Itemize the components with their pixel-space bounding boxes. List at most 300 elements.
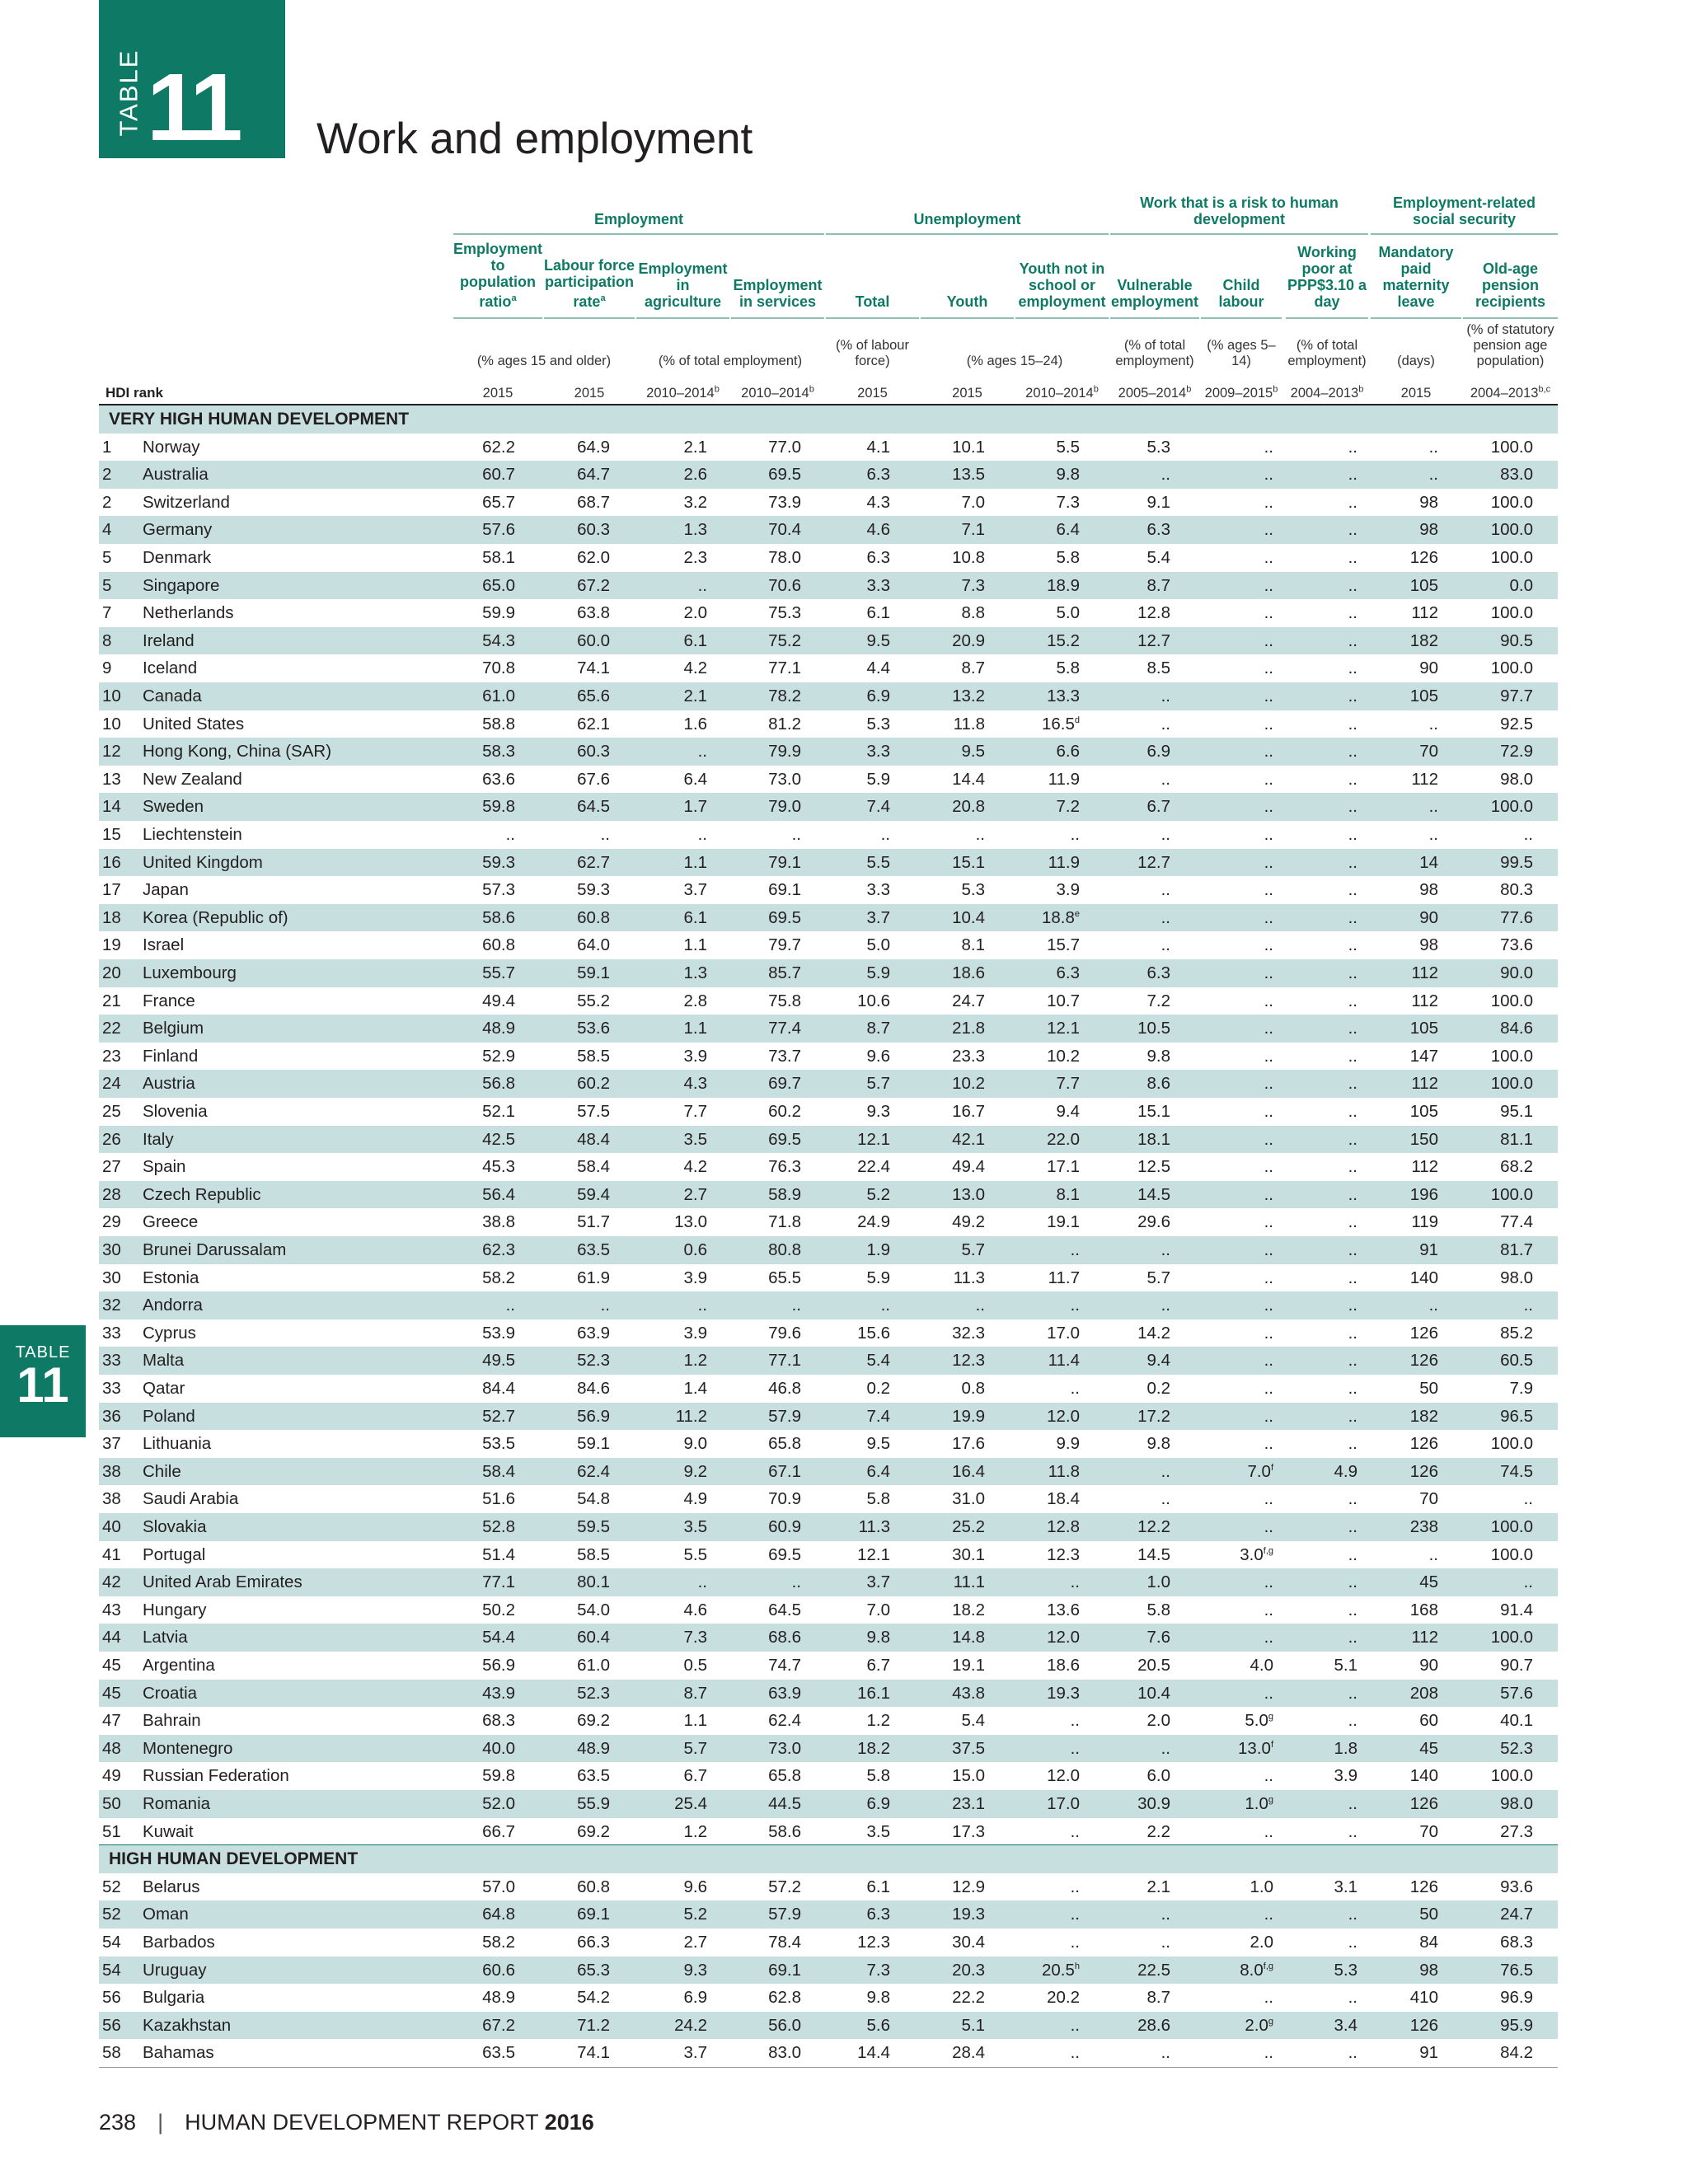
year-label: 2015 [574, 386, 605, 401]
table-row [99, 461, 1558, 489]
table-cell: .. [1264, 548, 1273, 567]
table-cell: .. [1348, 437, 1357, 457]
table-cell: 50 [1419, 1379, 1438, 1398]
table-cell: 238 [1409, 1517, 1438, 1536]
table-cell: .. [1070, 1877, 1080, 1896]
country-name: Belgium [143, 1019, 204, 1038]
column-header [636, 241, 729, 310]
table-cell: .. [1264, 1268, 1273, 1287]
table-cell: 95.1 [1500, 1102, 1533, 1121]
hdi-rank: 36 [102, 1406, 121, 1426]
footnote-marker: b [714, 384, 720, 395]
table-cell: .. [505, 1296, 515, 1315]
country-name: Barbados [143, 1933, 215, 1952]
table-cell: 1.2 [866, 1711, 890, 1731]
table-cell: 93.6 [1500, 1877, 1533, 1896]
table-cell: 79.9 [768, 742, 801, 762]
table-cell: 70.4 [768, 520, 801, 540]
hdi-rank: 23 [102, 1046, 121, 1066]
country-name: Japan [143, 880, 189, 900]
hdi-rank: 27 [102, 1157, 121, 1177]
country-name: Uruguay [143, 1960, 207, 1980]
table-cell: 13.2 [952, 687, 985, 705]
column-header [1463, 241, 1558, 310]
country-name: Bahrain [143, 1711, 201, 1731]
country-name: Canada [143, 687, 202, 705]
table-cell: .. [791, 1572, 801, 1592]
year-label: 2015 [482, 386, 513, 401]
table-cell: .. [1264, 1351, 1273, 1371]
table-cell: 1.7 [683, 797, 707, 817]
table-cell: 140 [1409, 1268, 1438, 1287]
table-cell: 2.6 [683, 465, 707, 485]
table-cell: 126 [1409, 1323, 1438, 1343]
table-cell: 22.2 [952, 1988, 985, 2008]
table-row [99, 793, 1558, 821]
country-name: Slovenia [143, 1102, 208, 1121]
table-cell: 126 [1409, 1351, 1438, 1371]
table-row [99, 1568, 1558, 1596]
table-cell: 28.4 [952, 2043, 985, 2063]
table-cell: 63.5 [577, 1240, 610, 1259]
table-cell: .. [1264, 492, 1273, 512]
table-cell: 5.8 [866, 1766, 890, 1786]
table-cell: 45.3 [482, 1157, 515, 1177]
table-cell: 17.6 [952, 1434, 985, 1454]
table-cell: 11.1 [953, 1572, 985, 1592]
table-cell: 5.5 [1056, 437, 1080, 457]
table-cell: 6.1 [683, 907, 707, 927]
table-cell: .. [1428, 1296, 1438, 1315]
table-cell: 52.3 [577, 1683, 610, 1703]
table-cell: 46.8 [768, 1379, 801, 1398]
group-header-label: Work that is a risk to human development [1140, 194, 1339, 227]
country-name: Spain [143, 1157, 186, 1177]
table-cell: 99.5 [1500, 852, 1533, 872]
table-cell: 3.3 [866, 880, 890, 900]
table-cell: 6.1 [866, 603, 890, 623]
table-cell: 1.1 [683, 935, 707, 955]
table-cell: .. [600, 825, 610, 844]
table-row [99, 959, 1558, 987]
country-name: Luxembourg [143, 963, 237, 982]
table-cell: 65.3 [577, 1960, 610, 1980]
table-cell: 7.7 [1056, 1074, 1080, 1094]
table-cell: 65.7 [482, 492, 515, 512]
hdi-rank: 19 [102, 935, 121, 955]
table-cell: 140 [1409, 1766, 1438, 1786]
hdi-rank: 2 [102, 465, 112, 485]
table-cell: .. [1348, 1600, 1357, 1619]
table-cell: 9.1 [1146, 492, 1170, 512]
table-cell: 56.9 [577, 1406, 610, 1426]
table-cell: 7.4 [866, 1406, 890, 1426]
table-cell: 10.6 [857, 991, 890, 1010]
table-cell: 1.1 [683, 1711, 707, 1731]
country-name: United Arab Emirates [143, 1572, 302, 1592]
table-cell: 52.3 [1500, 1738, 1533, 1758]
table-cell: 54.8 [577, 1489, 610, 1509]
table-cell: 62.2 [482, 437, 515, 457]
table-cell: 50.2 [482, 1600, 515, 1619]
table-cell: 3.3 [866, 742, 890, 762]
table-cell: 20.9 [952, 630, 985, 650]
table-cell: 126 [1409, 548, 1438, 567]
table-cell: 98.0 [1500, 1794, 1533, 1813]
table-cell: 16.5$^d$ [1041, 714, 1080, 733]
table-cell: 6.1 [866, 1877, 890, 1896]
table-cell: 60.2 [577, 1074, 610, 1094]
table-cell: 18.2 [952, 1600, 985, 1619]
table-word-vertical: TABLE [114, 49, 143, 136]
table-cell: 2.2 [1146, 1821, 1170, 1841]
table-cell: 67.6 [577, 769, 610, 789]
table-cell: 20.5$^h$ [1041, 1960, 1080, 1980]
country-name: Hungary [143, 1600, 207, 1619]
table-cell: 14.8 [952, 1628, 985, 1647]
table-cell: 84.2 [1500, 2043, 1533, 2063]
hdi-rank: 41 [102, 1544, 121, 1564]
table-row [99, 849, 1558, 877]
table-cell: 84.4 [482, 1379, 515, 1398]
table-cell: 59.1 [577, 1434, 610, 1454]
table-cell: 7.3 [683, 1628, 707, 1647]
table-cell: 73.6 [1500, 935, 1533, 955]
table-cell: 54.2 [577, 1988, 610, 2008]
table-cell: 19.3 [1047, 1683, 1080, 1703]
table-cell: 2.1 [1146, 1877, 1170, 1896]
table-cell: .. [1348, 520, 1357, 540]
table-cell: 17.3 [952, 1821, 985, 1841]
table-cell: 52.1 [482, 1102, 515, 1121]
table-cell: 50 [1419, 1905, 1438, 1924]
table-cell: 53.5 [482, 1434, 515, 1454]
table-cell: 4.2 [683, 658, 707, 678]
column-header-label: Working poor at PPP$3.10 a day [1287, 244, 1367, 310]
section-heading: HIGH HUMAN DEVELOPMENT [99, 1845, 1558, 1873]
table-row [99, 1957, 1558, 1985]
table-cell: 112 [1411, 603, 1438, 623]
table-cell: 64.9 [577, 437, 610, 457]
table-cell: .. [1070, 1711, 1080, 1731]
table-cell: .. [975, 825, 985, 844]
table-cell: 69.1 [768, 880, 801, 900]
table-cell: .. [600, 1296, 610, 1315]
table-cell: 6.4 [683, 769, 707, 789]
table-cell: .. [1428, 714, 1438, 733]
country-name: Croatia [143, 1683, 198, 1703]
table-cell: 2.0 [683, 603, 707, 623]
table-cell: .. [1348, 1406, 1357, 1426]
table-cell: .. [1348, 2043, 1357, 2063]
table-cell: 8.8 [961, 603, 985, 623]
footnote-marker: h [1074, 1961, 1080, 1971]
unit-label: (% of total employment) [1115, 338, 1194, 368]
table-cell: 60.2 [768, 1102, 801, 1121]
table-row [99, 931, 1558, 959]
year-label: 2015 [952, 386, 982, 401]
table-cell: 56.4 [482, 1184, 515, 1204]
table-cell: 2.1 [683, 437, 707, 457]
table-cell: 4.6 [866, 520, 890, 540]
table-cell: .. [1264, 2043, 1273, 2063]
table-cell: 1.0$^g$ [1245, 1794, 1273, 1813]
table-cell: 81.7 [1500, 1240, 1533, 1259]
footnote-marker: b [1186, 384, 1192, 395]
table-cell: 73.0 [768, 769, 801, 789]
table-row [99, 987, 1558, 1015]
table-cell: .. [1348, 1683, 1357, 1703]
table-cell: 73.0 [768, 1738, 801, 1758]
table-cell: .. [1160, 1489, 1170, 1509]
table-cell: 69.5 [768, 1544, 801, 1564]
table-cell: 105 [1409, 1102, 1438, 1121]
table-cell: 63.8 [577, 603, 610, 623]
table-cell: .. [505, 825, 515, 844]
table-cell: .. [1348, 1157, 1357, 1177]
table-row [99, 1098, 1558, 1126]
table-cell: .. [1264, 1296, 1273, 1315]
footnote-marker: b [809, 384, 814, 395]
table-cell: 63.5 [482, 2043, 515, 2063]
table-cell: 5.4 [1146, 548, 1170, 567]
table-cell: 16.1 [857, 1683, 890, 1703]
group-header-label: Employment-related social security [1392, 194, 1536, 227]
table-cell: 69.2 [577, 1711, 610, 1731]
table-cell: 11.3 [953, 1268, 985, 1287]
country-name: Ireland [143, 630, 195, 650]
table-cell: 3.7 [683, 880, 707, 900]
hdi-rank: 45 [102, 1683, 121, 1703]
table-row [99, 516, 1558, 544]
table-cell: 52.0 [482, 1794, 515, 1813]
table-cell: 9.5 [961, 742, 985, 762]
table-cell: 98.0 [1500, 769, 1533, 789]
table-cell: .. [975, 1296, 985, 1315]
unit-label: (% ages 5–14) [1207, 338, 1276, 368]
report-name: HUMAN DEVELOPMENT REPORT [185, 2110, 539, 2135]
year-label: 2004–2013$^{b,c}$ [1470, 384, 1551, 401]
table-cell: 14.4 [952, 769, 985, 789]
table-cell: .. [1264, 1434, 1273, 1454]
table-cell: 68.2 [1500, 1157, 1533, 1177]
table-cell: 5.5 [683, 1544, 707, 1564]
hdi-rank: 15 [102, 825, 121, 844]
table-cell: 5.0$^g$ [1245, 1711, 1273, 1731]
table-row [99, 1430, 1558, 1458]
table-cell: 64.5 [577, 797, 610, 817]
table-cell: 69.5 [768, 907, 801, 927]
hdi-rank: 43 [102, 1600, 121, 1619]
column-header-label: Mandatory paid maternity leave [1378, 244, 1454, 310]
table-cell: 58.2 [482, 1268, 515, 1287]
table-cell: 9.5 [866, 630, 890, 650]
country-name: Kazakhstan [143, 2015, 232, 2035]
hdi-rank: 26 [102, 1129, 121, 1149]
table-cell: .. [1348, 1019, 1357, 1038]
table-cell: .. [1523, 1296, 1533, 1315]
table-cell: 57.5 [577, 1102, 610, 1121]
footnote-marker: f [1270, 1739, 1273, 1750]
table-cell: 14.2 [1137, 1323, 1170, 1343]
table-cell: 15.7 [1047, 935, 1080, 955]
unit-label: (% ages 15–24) [966, 354, 1063, 368]
table-cell: 6.0 [1146, 1766, 1170, 1786]
table-cell: 3.9 [1334, 1766, 1357, 1786]
table-cell: 77.1 [768, 658, 801, 678]
table-cell: 48.9 [482, 1988, 515, 2008]
year-label: 2015 [857, 386, 888, 401]
table-cell: 119 [1411, 1212, 1438, 1232]
table-cell: 8.0$^{f,g}$ [1240, 1960, 1273, 1980]
table-cell: 15.0 [952, 1766, 985, 1786]
table-cell: 4.4 [866, 658, 890, 678]
table-cell: 60.4 [577, 1628, 610, 1647]
table-cell: .. [1264, 963, 1273, 982]
table-cell: .. [1348, 1184, 1357, 1204]
table-cell: 38.8 [482, 1212, 515, 1232]
table-cell: 19.1 [1047, 1212, 1080, 1232]
column-header-label: Labour force participation rate$^a$ [544, 257, 635, 310]
group-underline [826, 233, 1109, 235]
country-name: Malta [143, 1351, 185, 1371]
country-name: Austria [143, 1074, 195, 1094]
table-cell: 5.8 [1146, 1600, 1170, 1619]
country-name: Germany [143, 520, 213, 540]
country-name: Greece [143, 1212, 199, 1232]
table-cell: 1.6 [683, 714, 707, 733]
country-name: Poland [143, 1406, 195, 1426]
table-cell: 9.3 [683, 1960, 707, 1980]
table-cell: 69.1 [577, 1905, 610, 1924]
footnote-marker: a [600, 293, 606, 303]
table-cell: 7.2 [1146, 991, 1170, 1010]
hdi-rank: 22 [102, 1019, 121, 1038]
table-cell: 85.7 [768, 963, 801, 982]
table-cell: 7.1 [961, 520, 985, 540]
column-header-label: Total [855, 293, 890, 310]
table-cell: 10.5 [1137, 1019, 1170, 1038]
table-cell: 12.1 [857, 1129, 890, 1149]
table-cell: 112 [1411, 1628, 1438, 1647]
table-cell: 91 [1419, 2043, 1438, 2063]
table-cell: 6.7 [683, 1766, 707, 1786]
table-cell: 7.9 [1509, 1379, 1533, 1398]
table-cell: 90 [1419, 1656, 1438, 1675]
table-cell: .. [1348, 1268, 1357, 1287]
table-cell: 29.6 [1137, 1212, 1170, 1232]
table-cell: 57.2 [768, 1877, 801, 1896]
hdi-rank: 10 [102, 687, 121, 705]
footnote-marker: f [1270, 1462, 1273, 1473]
country-name: Czech Republic [143, 1184, 261, 1204]
table-cell: 98 [1419, 520, 1438, 540]
table-cell: 60.5 [1500, 1351, 1533, 1371]
table-cell: .. [1264, 742, 1273, 762]
table-cell: 9.2 [683, 1461, 707, 1481]
column-header [1110, 241, 1199, 310]
column-header [826, 241, 919, 310]
table-cell: 100.0 [1490, 437, 1533, 457]
table-cell: .. [1428, 465, 1438, 485]
section-heading: VERY HIGH HUMAN DEVELOPMENT [99, 405, 1558, 434]
table-cell: 4.9 [683, 1489, 707, 1509]
table-cell: 61.9 [577, 1268, 610, 1287]
table-cell: 12.0 [1047, 1766, 1080, 1786]
table-cell: 13.0 [952, 1184, 985, 1204]
table-cell: 12.7 [1137, 852, 1170, 872]
table-cell: 12.8 [1047, 1517, 1080, 1536]
table-cell: 6.3 [1146, 963, 1170, 982]
table-row [99, 710, 1558, 738]
table-cell: 52.3 [577, 1351, 610, 1371]
table-cell: 56.0 [768, 2015, 801, 2035]
table-cell: 7.7 [683, 1102, 707, 1121]
table-cell: 55.9 [577, 1794, 610, 1813]
country-name: Romania [143, 1794, 211, 1813]
table-cell: 7.3 [1056, 492, 1080, 512]
table-cell: .. [697, 1572, 707, 1592]
table-cell: 56.9 [482, 1656, 515, 1675]
table-cell: 112 [1411, 963, 1438, 982]
table-cell: 59.8 [482, 1766, 515, 1786]
table-cell: 45 [1419, 1572, 1438, 1592]
table-cell: 5.3 [1146, 437, 1170, 457]
table-cell: 100.0 [1490, 1544, 1533, 1564]
footer-separator: | [157, 2110, 164, 2135]
table-cell: 6.4 [866, 1461, 890, 1481]
table-cell: 4.2 [683, 1157, 707, 1177]
table-cell: 61.0 [482, 687, 515, 705]
table-cell: 5.3 [961, 880, 985, 900]
hdi-rank: 30 [102, 1240, 121, 1259]
table-cell: 40.1 [1500, 1711, 1533, 1731]
table-cell: 77.4 [768, 1019, 801, 1038]
table-cell: .. [1428, 797, 1438, 817]
table-cell: 90 [1419, 907, 1438, 927]
table-cell: .. [1348, 465, 1357, 485]
hdi-rank: 44 [102, 1628, 121, 1647]
table-cell: 6.3 [1056, 963, 1080, 982]
table-cell: 59.3 [577, 880, 610, 900]
table-cell: 59.1 [577, 963, 610, 982]
table-cell: 6.9 [683, 1988, 707, 2008]
table-cell: 57.9 [768, 1905, 801, 1924]
table-cell: 65.6 [577, 687, 610, 705]
table-cell: .. [1070, 2015, 1080, 2035]
table-cell: 7.4 [866, 797, 890, 817]
table-cell: 58.3 [482, 742, 515, 762]
table-cell: 5.6 [866, 2015, 890, 2035]
table-cell: 4.6 [683, 1600, 707, 1619]
table-cell: .. [1160, 935, 1170, 955]
table-cell: 100.0 [1490, 1766, 1533, 1786]
table-cell: 20.3 [952, 1960, 985, 1980]
table-cell: 6.9 [1146, 742, 1170, 762]
table-cell: 10.7 [1047, 991, 1080, 1010]
table-cell: 56.8 [482, 1074, 515, 1094]
table-cell: .. [1160, 2043, 1170, 2063]
table-cell: 112 [1411, 769, 1438, 789]
table-cell: 68.6 [768, 1628, 801, 1647]
table-cell: 100.0 [1490, 1434, 1533, 1454]
table-cell: 7.2 [1056, 797, 1080, 817]
table-cell: 105 [1409, 687, 1438, 705]
table-cell: 3.9 [1056, 880, 1080, 900]
table-cell: .. [1264, 575, 1273, 595]
table-cell: 60.0 [577, 630, 610, 650]
column-header [1371, 241, 1461, 310]
